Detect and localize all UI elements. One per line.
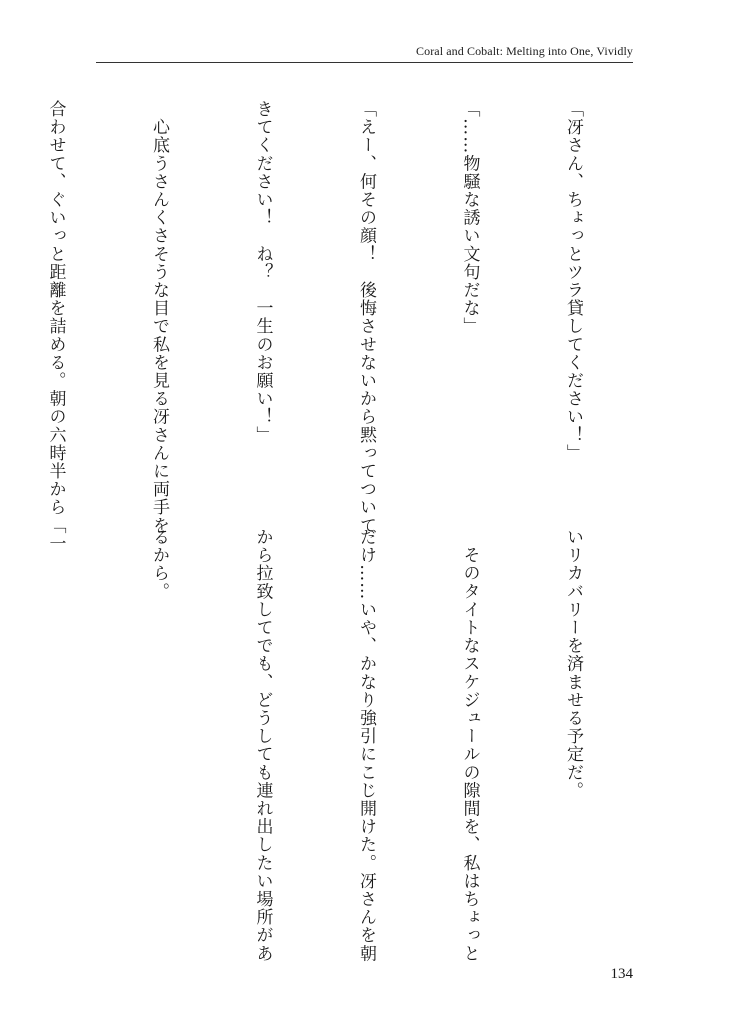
lower-text-block [89, 528, 659, 963]
lower-line: から拉致してでも、どうしても連れ出したい場所があ [252, 528, 273, 963]
lower-line: だけ……いや、かなり強引にこじ開けた。冴さんを朝 [356, 528, 376, 963]
upper-line: 合わせて、ぐいっと距離を詰める。朝の六時半から「一 [45, 100, 66, 553]
upper-text-block [45, 100, 659, 553]
lower-line [0, 528, 4, 928]
lower-line: そのタイトなスケジュールの隙間を、私はちょっと [459, 528, 480, 963]
upper-line: 「……物騒な誘い文句だな」 [459, 100, 480, 336]
upper-line: 心底うさんくさそうな目で私を見る冴さんに両手を [149, 100, 169, 535]
header-rule [96, 62, 633, 63]
lower-line: るから。 [149, 528, 169, 601]
page-number: 134 [610, 966, 633, 982]
upper-line: 「えー、何その顔！ 後悔させないから黙ってついて [356, 100, 376, 535]
running-header: Coral and Cobalt: Melting into One, Vividly [415, 44, 633, 58]
upper-line: きてください！ ね？ 一生のお願い！」 [252, 100, 273, 444]
upper-line: 「冴さん、ちょっとツラ貸してください！」 [563, 100, 583, 462]
lower-line: いリカバリーを済ませる予定だ。 [563, 528, 583, 800]
